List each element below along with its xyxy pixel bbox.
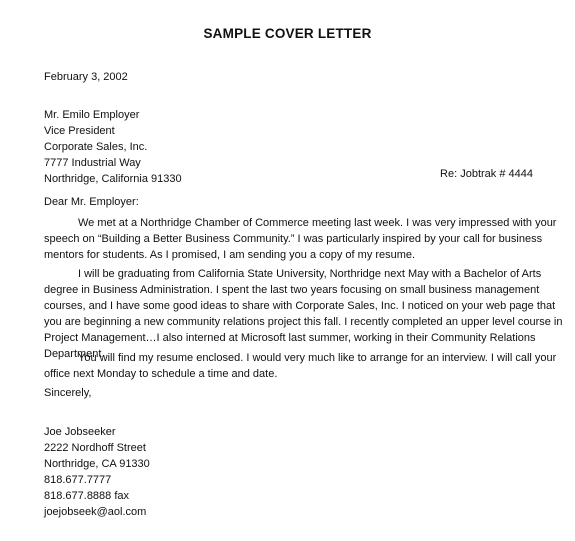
salutation xyxy=(44,194,544,210)
paragraph-line: courses, and I have some good ideas to share with Corporate Sales, Inc. I noticed on your web page that xyxy=(44,300,556,312)
sender-name: Joe Jobseeker xyxy=(44,426,116,438)
sender-phone: 818.677.7777 xyxy=(44,474,112,486)
paragraph-line: speech on “Building a Better Business Community.” I was particularly inspired by your call for business xyxy=(44,233,543,245)
sender-street: 2222 Nordhoff Street xyxy=(44,442,146,454)
sender-city: Northridge, CA 91330 xyxy=(44,458,150,470)
date-text: February 3, 2002 xyxy=(44,71,128,83)
paragraph-line: Department. xyxy=(44,348,105,360)
paragraph-line: office next Monday to schedule a time and date. xyxy=(44,368,278,380)
recipient-company: Corporate Sales, Inc. xyxy=(44,141,148,153)
paragraph-line: mentors for students. As I promised, I am sending you a copy of my resume. xyxy=(44,249,416,261)
sender-fax: 818.677.8888 fax xyxy=(44,490,130,502)
letter-date xyxy=(44,69,544,85)
salutation-text: Dear Mr. Employer: xyxy=(44,196,139,208)
paragraph-2 xyxy=(44,266,563,362)
recipient-street: 7777 Industrial Way xyxy=(44,157,141,169)
paragraph-line: Project Management…I also interned at Microsoft last summer, working in their Community Relations xyxy=(44,332,536,344)
paragraph-1 xyxy=(44,215,557,263)
paragraph-line: I will be graduating from California State University, Northridge next May with a Bachelor of Arts xyxy=(78,268,542,280)
paragraph-line: We met at a Northridge Chamber of Commerce meeting last week. I was very impressed with your xyxy=(78,217,557,229)
document-title: SAMPLE COVER LETTER xyxy=(203,26,372,41)
sender-signature-block xyxy=(44,424,544,520)
closing-text: Sincerely, xyxy=(44,387,92,399)
reference-line: Re: Jobtrak # 4444 xyxy=(440,168,533,180)
paragraph-line: you are beginning a new community relations project this fall. I recently completed an upper level course in xyxy=(44,316,563,328)
paragraph-line: You will find my resume enclosed. I would very much like to arrange for an interview. I will call your xyxy=(78,352,557,364)
paragraph-line: degree in Business Administration. I spent the last two years focusing on small business management xyxy=(44,284,540,296)
paragraph-3 xyxy=(44,350,557,382)
recipient-name: Mr. Emilo Employer xyxy=(44,109,140,121)
recipient-city: Northridge, California 91330 xyxy=(44,173,182,185)
sender-email: joejobseek@aol.com xyxy=(44,506,147,518)
closing xyxy=(44,385,544,401)
recipient-position: Vice President xyxy=(44,125,115,137)
